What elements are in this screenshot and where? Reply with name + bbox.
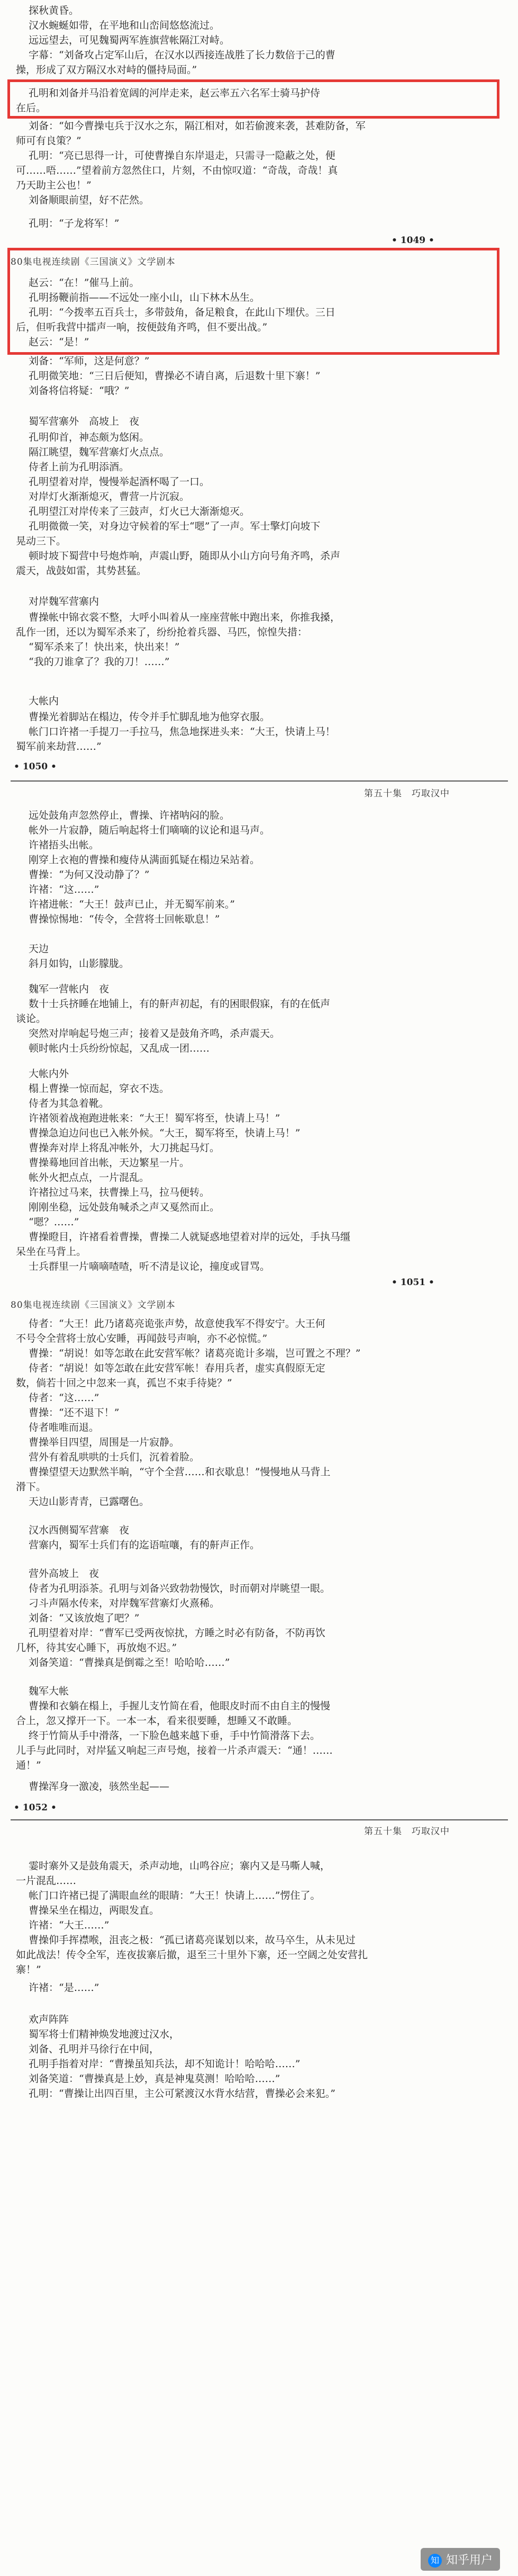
text-line: 曹操：“为何又没动静了？” [29, 869, 150, 881]
text-line: 天边山影青青，已露曙色。 [29, 1496, 150, 1507]
page-number: • 1050 • [14, 761, 57, 772]
text-line: 刘备、孔明并马徐行在中间， [29, 2043, 160, 2055]
text-line: 曹操帐中锦衣裳不整，大呼小叫着从一座座营帐中跑出来，你推我搡， [29, 612, 341, 623]
text-line: 曹操：“还不退下！” [29, 1407, 120, 1419]
text-line: 许褚：“大王……” [29, 1919, 110, 1931]
text-line: 一片混乱…… [16, 1875, 77, 1887]
text-line: 帐外一片寂静，随后响起将士们嘀嘀的议论和退马声。 [29, 824, 270, 836]
text-line: 孔明仰首，神态颇为悠闲。 [29, 432, 150, 443]
text-line: 在后。 [16, 102, 47, 114]
text-line: 曹操和衣躺在榻上，手握儿支竹简在看，他眼皮时而不由自主的慢慢 [29, 1700, 331, 1712]
text-line: 霎时寨外又是鼓角震天，杀声动地，山鸣谷应；寨内又是马嘶人喊， [29, 1860, 331, 1872]
text-line: 孔明望江对岸传来了三鼓声，灯火已大渐渐熄灭。 [29, 506, 250, 517]
scene-heading: 天边 [29, 943, 49, 955]
text-line: 许褚进帐：“大王！鼓声已止，并无蜀军前来。” [29, 899, 235, 910]
page-number: • 1052 • [14, 1802, 57, 1813]
text-line: 乃天助主公也！” [16, 179, 92, 191]
text-line: 儿手与此同时，对岸猛又响起三声号炮，接着一片杀声震天：“通！…… [16, 1745, 333, 1756]
scene-heading: 汉水西侧蜀军营寨 夜 [29, 1524, 130, 1536]
scene-heading: 欢声阵阵 [29, 2014, 69, 2025]
highlight-box [7, 248, 499, 355]
text-line: 许褚：“这……” [29, 884, 99, 895]
page-footer-rule [11, 780, 508, 782]
text-line: 突然对岸响起号炮三声；接着又是鼓角齐鸣，杀声震天。 [29, 1028, 280, 1039]
text-line: 赵云：“在！”催马上前。 [29, 277, 140, 289]
text-line: 顿时帐内士兵纷纷惊起，又乱成一团…… [29, 1043, 210, 1054]
text-line: 刘备笑道：“曹操真是倒霉之至！哈哈哈……” [29, 1657, 230, 1668]
scene-heading: 蜀军营寨外 高坡上 夜 [29, 416, 140, 427]
text-line: 孔明望着对岸：“曹军已受两夜惊扰，方睡之时必有防备，不防再饮 [29, 1627, 325, 1639]
text-line: 侍者为孔明添茶。孔明与刘备兴致勃勃慢饮，时而朝对岸眺望一眼。 [29, 1583, 331, 1594]
text-line: 曹操望望天边默然半晌，“守个全营……和衣歇息！”慢慢地从马背上 [29, 1466, 331, 1478]
scene-heading: 魏军一营帐内 夜 [29, 983, 110, 995]
text-line: 蜀军前来劫营……” [16, 741, 102, 752]
text-line: 对岸灯火渐渐熄灭，曹营一片沉寂。 [29, 491, 190, 502]
text-line: 寨！” [16, 1964, 41, 1976]
page-number: • 1049 • [392, 235, 434, 246]
text-line: 隔江眺望，魏军营寨灯火点点。 [29, 446, 170, 458]
text-line: 刘备顺眼前望，好不茫然。 [29, 194, 150, 206]
text-line: 帐外火把点点，一片混乱。 [29, 1172, 150, 1183]
text-line: 数十士兵挤睡在地铺上，有的鼾声初起，有的困眼假寐，有的在低声 [29, 998, 331, 1010]
scene-heading: 营外高坡上 夜 [29, 1568, 99, 1579]
text-line: 滑下。 [16, 1481, 47, 1493]
text-line: 侍者上前为孔明添酒。 [29, 461, 130, 473]
text-line: 孔明：“曹操让出四百里，主公可紧渡汉水背水结营，曹操必会来犯。” [29, 2088, 335, 2099]
text-line: 刚刚坐稳，远处鼓角喊杀之声又戛然而止。 [29, 1201, 220, 1213]
text-line: 曹操仰手挥襟喉，沮丧之极：“孤已诸葛亮谋划以来，故马卒生，从未见过 [29, 1934, 356, 1946]
text-line: 曹操光着脚站在榻边，传令并手忙脚乱地为他穿衣服。 [29, 711, 270, 723]
running-header: 第五十集 巧取汉中 [364, 1826, 450, 1837]
text-line: 许褚领着战袍跑进帐来：“大王！蜀军将至，快请上马！” [29, 1112, 280, 1124]
running-header: 80集电视连续剧《三国演义》文学剧本 [11, 257, 176, 267]
text-line: 操，形成了双方隔汉水对峙的僵持局面。” [16, 64, 197, 76]
text-line: 探秋黄昏。 [29, 5, 79, 16]
text-line: 曹操瞪目，许褚看着曹操，曹操二人就疑惑地望着对岸的远处，手执马缰 [29, 1231, 351, 1243]
text-line: 孔明：“子龙将军！” [29, 218, 120, 229]
text-line: 营外有着乱哄哄的士兵们，沉着着脸。 [29, 1451, 200, 1463]
text-line: 曹操急迫边问也已入帐外候。“大王，蜀军将至，快请上马！” [29, 1127, 301, 1139]
text-line: 曹操奔对岸上将乱冲帐外，大刀挑起马灯。 [29, 1142, 220, 1154]
text-line: 曹操浑身一激凌，骇然坐起—— [29, 1781, 170, 1792]
book-page-1052 [0, 1313, 518, 1848]
watermark [421, 2548, 500, 2571]
text-line: 震天，战鼓如雷，其势甚猛。 [16, 565, 147, 577]
text-line: 孔明微笑地：“三日后便知，曹操必不请自离，后退数十里下寨！” [29, 370, 321, 382]
text-line: 斜月如钩，山影朦胧。 [29, 958, 130, 970]
watermark-text: 知乎用户 [446, 2554, 493, 2567]
text-line: 数，倘若十回之中忽来一真，孤岂不束手待毙？” [16, 1377, 232, 1389]
text-line: 曹操：“胡说！如等怎敢在此安营军帐？诸葛亮诡计多端，岂可置之不理？” [29, 1348, 361, 1359]
text-line: 孔明和刘备并马沿着宽阔的河岸走来，赵云率五六名军士骑马护侍 [29, 87, 321, 99]
text-line: 曹操惊惕地：“传令，全营将士回帐歇息！” [29, 913, 220, 925]
text-line: 乱作一团，还以为蜀军杀来了，纷纷抢着兵器、马匹，惊惶失措： [16, 626, 308, 638]
text-line: 侍者为其急着靴。 [29, 1098, 110, 1109]
book-page-1051 [0, 805, 518, 1340]
text-line: 曹操呆坐在榻边，两眼发直。 [29, 1905, 160, 1916]
text-line: 如此战法！传令全军，连夜拔寨后撤，退至三十里外下寨，还一空阔之处安营扎 [16, 1949, 368, 1961]
text-line: 孔明望着对岸，慢慢举起酒杯喝了一口。 [29, 476, 210, 488]
text-line: 字幕：“刘备攻占定军山后，在汉水以西接连战胜了长力数倍于己的曹 [29, 49, 335, 61]
text-line: 刘备笑道：“曹操真是上妙，真是神鬼莫测！哈哈哈……” [29, 2073, 280, 2085]
scene-heading: 魏军大帐 [29, 1685, 69, 1697]
text-line: 蜀军将士们精神焕发地渡过汉水， [29, 2029, 180, 2040]
text-line: 许褚拉过马来，扶曹操上马，拉马便转。 [29, 1187, 210, 1198]
text-line: 士兵群里一片嘀嘀喳喳，听不清是议论，撞度或冒骂。 [29, 1261, 270, 1272]
text-line: 刘备将信将疑：“哦？” [29, 385, 130, 397]
text-line: 刘备：“又该放炮了吧？” [29, 1612, 140, 1624]
text-line: 刚穿上衣袍的曹操和瘦侍从满面狐疑在榻边呆站着。 [29, 854, 260, 866]
running-header: 80集电视连续剧《三国演义》文学剧本 [11, 1300, 176, 1311]
text-line: 师可有良策？” [16, 135, 81, 147]
text-line: 呆坐在马背上。 [16, 1246, 87, 1258]
text-line: 晃动三下。 [16, 535, 67, 547]
text-line: 孔明：“今拨率五百兵士，多带鼓角，备足粮食，在此山下埋伏。三日 [29, 307, 335, 318]
running-header: 第五十集 巧取汉中 [364, 788, 450, 799]
text-line: 许褚捂头出帐。 [29, 839, 99, 851]
text-line: 帐门口许褚一手提刀一手拉马，焦急地探进头来：“大王，快请上马！ [29, 726, 335, 738]
text-line: 孔明扬鞭前指——不远处一座小山，山下林木丛生。 [29, 292, 260, 303]
scene-heading: 大帐内 [29, 695, 59, 707]
page-number: • 1051 • [392, 1277, 434, 1288]
text-line: 侍者唯唯而退。 [29, 1422, 99, 1433]
text-line: 侍者：“胡说！如等怎敢在此安营军帐！春用兵者，虚实真假原无定 [29, 1362, 325, 1374]
text-line: 顿时坡下蜀营中号炮炸响，声震山野，随即从小山方向号角齐鸣，杀声 [29, 550, 341, 562]
text-line: 刘备：“军师，这是何意？” [29, 355, 150, 367]
text-line: 营寨内，蜀军士兵们有的迄语喧嚷，有的鼾声正作。 [29, 1539, 260, 1551]
text-line: 孔明手指着对岸：“曹操虽知兵法，却不知诡计！哈哈哈……” [29, 2058, 301, 2070]
text-line: 远处鼓角声忽然停止，曹操、许褚呐闷的脸。 [29, 810, 230, 821]
text-line: 侍者：“这……” [29, 1392, 99, 1404]
text-line: 侍者：“大王！此乃诸葛亮诡张声势，故意使我军不得安宁。大王何 [29, 1318, 325, 1330]
text-line: “嗯？……” [29, 1216, 79, 1228]
text-line: 不号令全营将士放心安睡，再闻鼓号声响，亦不必惊慌。” [16, 1333, 268, 1344]
text-line: 远远望去，可见魏蜀两军旌旗营帐隔江对峙。 [29, 34, 230, 46]
text-line: 曹操举目四望，周围是一片寂静。 [29, 1437, 180, 1448]
text-line: 许褚：“是……” [29, 1982, 99, 1994]
text-line: 几杯，待其安心睡下，再放炮不迟。” [16, 1642, 177, 1654]
text-line: “我的刀谁拿了？我的刀！……” [29, 656, 170, 668]
text-line: 榻上曹操一惊而起，穿衣不迭。 [29, 1083, 170, 1094]
text-line: 刘备：“如今曹操屯兵于汉水之东，隔江相对，如若偷渡来袭，甚难防备，军 [29, 120, 366, 132]
zhihu-logo-icon: 知 [428, 2554, 442, 2568]
text-line: 谈论。 [16, 1013, 47, 1025]
scene-heading: 大帐内外 [29, 1068, 69, 1080]
text-line: 孔明：“亮已思得一计，可使曹操自东岸退走，只需寻一隐蔽之处，便 [29, 150, 335, 161]
text-line: 可……唔……”望着前方忽然住口，片刻，不由惊叹道：“奇哉，奇哉！真 [16, 165, 338, 176]
page-footer-rule [11, 1819, 508, 1820]
text-line: 终于竹简从手中滑落，一下脸色越来越下垂，手中竹简滑落下去。 [29, 1730, 321, 1742]
text-line: 后，但听我营中擂声一响，按便鼓角齐鸣，但不要出战。” [16, 321, 268, 333]
text-line: 孔明微微一笑，对身边守候着的军士“嗯”了一声。军士擎灯向坡下 [29, 520, 321, 532]
text-line: 刁斗声隔水传来，对岸魏军营寨灯火熹稀。 [29, 1597, 220, 1609]
text-line: 曹操蓦地回首出帐，天边繁星一片。 [29, 1157, 190, 1169]
highlight-box [7, 79, 499, 119]
book-page-continuation [0, 1837, 518, 2576]
scene-heading: 对岸魏军营寨内 [29, 596, 99, 607]
text-line: 汉水蜿蜒如带，在平地和山峦间悠悠流过。 [29, 20, 220, 31]
text-line: 通！” [16, 1760, 41, 1771]
text-line: “蜀军杀来了！快出来，快出来！” [29, 641, 180, 653]
text-line: 赵云：“是！” [29, 336, 89, 348]
text-line: 帐门口许褚已提了满眼血丝的眼睛：“大王！快请上……”愣住了。 [29, 1890, 321, 1901]
text-line: 合上，忽又撑开一下。一本一本，看来很要睡，想睡又不敢睡。 [16, 1715, 298, 1727]
